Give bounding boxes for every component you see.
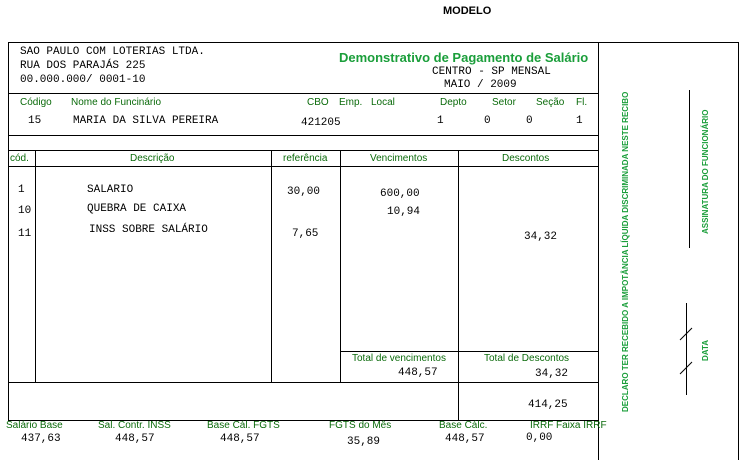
item-1-cod: 1 bbox=[18, 184, 25, 196]
item-1-vencimentos: 600,00 bbox=[380, 188, 420, 200]
total-vencimentos-value: 448,57 bbox=[398, 367, 438, 379]
label-emp: Emp. bbox=[339, 97, 363, 108]
item-3-descontos: 34,32 bbox=[524, 231, 558, 243]
total-descontos-label: Total de Descontos bbox=[484, 353, 570, 364]
label-local: Local bbox=[371, 97, 395, 108]
footer-label-salario-base: Salário Base bbox=[6, 420, 63, 431]
footer-value-base-calc: 448,57 bbox=[445, 433, 485, 445]
frame-top bbox=[8, 42, 738, 43]
item-2-vencimentos: 10,94 bbox=[387, 206, 421, 218]
footer-label-sal-contr-inss: Sal. Contr. INSS bbox=[98, 420, 171, 431]
line-above-table bbox=[8, 150, 598, 151]
line-below-company bbox=[8, 93, 598, 94]
label-setor: Setor bbox=[492, 97, 516, 108]
employee-setor: 0 bbox=[484, 115, 491, 127]
date-slash-1 bbox=[680, 328, 692, 340]
footer-label-irrf: IRRF bbox=[530, 420, 554, 431]
company-name: SAO PAULO COM LOTERIAS LTDA. bbox=[20, 46, 205, 58]
document-period: MAIO / 2009 bbox=[444, 79, 517, 91]
total-descontos-value: 34,32 bbox=[535, 368, 569, 380]
model-label: MODELO bbox=[443, 5, 492, 17]
company-address: RUA DOS PARAJÁS 225 bbox=[20, 60, 146, 72]
frame-mid-divider bbox=[598, 42, 599, 460]
employee-cbo: 421205 bbox=[301, 117, 341, 129]
header-descricao: Descrição bbox=[130, 153, 175, 164]
item-3-referencia: 7,65 bbox=[292, 228, 319, 240]
total-vencimentos-label: Total de vencimentos bbox=[352, 353, 446, 364]
employee-name: MARIA DA SILVA PEREIRA bbox=[73, 115, 219, 127]
label-secao: Seção bbox=[536, 97, 565, 108]
footer-label-base-calc: Base Cálc. bbox=[439, 420, 488, 431]
employee-depto: 1 bbox=[437, 115, 444, 127]
col-divider-ref bbox=[340, 150, 341, 382]
frame-left bbox=[8, 42, 9, 420]
item-3-cod: 11 bbox=[18, 228, 32, 240]
employee-code: 15 bbox=[28, 115, 42, 127]
date-label: DATA bbox=[701, 339, 710, 361]
signature-line bbox=[689, 90, 690, 248]
header-vencimentos: Vencimentos bbox=[370, 153, 428, 164]
declaration-text: DECLARO TER RECEBIDO A IMPOTÂNCIA LÍQUIDA DISCRIMINADA NESTE RECIBO bbox=[621, 91, 630, 412]
frame-right bbox=[738, 42, 739, 460]
header-cod: cód. bbox=[10, 153, 29, 164]
liquido-value: 414,25 bbox=[528, 399, 568, 411]
date-slash-2 bbox=[680, 362, 692, 374]
col-divider-venc bbox=[458, 150, 459, 420]
line-above-totals bbox=[340, 351, 598, 352]
line-below-employee bbox=[8, 135, 598, 136]
col-divider-cod bbox=[35, 150, 36, 382]
item-1-referencia: 30,00 bbox=[287, 186, 321, 198]
item-3-descricao: INSS SOBRE SALÁRIO bbox=[89, 224, 208, 236]
header-descontos: Descontos bbox=[502, 153, 550, 164]
employee-fl: 1 bbox=[576, 115, 583, 127]
footer-value-irrf: 0,00 bbox=[526, 432, 553, 444]
footer-value-base-calc-fgts: 448,57 bbox=[220, 433, 260, 445]
document-location: CENTRO - SP MENSAL bbox=[432, 66, 551, 78]
line-below-headers bbox=[8, 166, 598, 167]
line-below-totals bbox=[8, 382, 598, 383]
footer-value-fgts-mes: 35,89 bbox=[347, 436, 381, 448]
item-2-descricao: QUEBRA DE CAIXA bbox=[87, 203, 187, 215]
header-referencia: referência bbox=[283, 153, 328, 164]
document-title: Demonstrativo de Pagamento de Salário bbox=[339, 50, 589, 65]
footer-label-faixa-irrf: Faixa IRRF bbox=[556, 420, 607, 431]
signature-label: ASSINATURA DO FUNCIONÁRIO bbox=[701, 109, 710, 234]
label-code: Código bbox=[20, 97, 52, 108]
label-depto: Depto bbox=[440, 97, 467, 108]
label-name: Nome do Funcinário bbox=[71, 97, 162, 108]
item-1-descricao: SALARIO bbox=[87, 184, 134, 196]
footer-label-fgts-mes: FGTS do Mês bbox=[329, 420, 392, 431]
footer-value-salario-base: 437,63 bbox=[21, 433, 61, 445]
item-2-cod: 10 bbox=[18, 205, 32, 217]
employee-secao: 0 bbox=[526, 115, 533, 127]
date-slashes bbox=[672, 300, 702, 400]
col-divider-desc bbox=[271, 150, 272, 382]
footer-label-base-calc-fgts: Base Cál. FGTS bbox=[207, 420, 280, 431]
footer-value-sal-contr-inss: 448,57 bbox=[115, 433, 155, 445]
label-fl: Fl. bbox=[576, 97, 588, 108]
label-cbo: CBO bbox=[307, 97, 329, 108]
company-cnpj: 00.000.000/ 0001-10 bbox=[20, 74, 146, 86]
line-above-footer bbox=[8, 420, 598, 421]
